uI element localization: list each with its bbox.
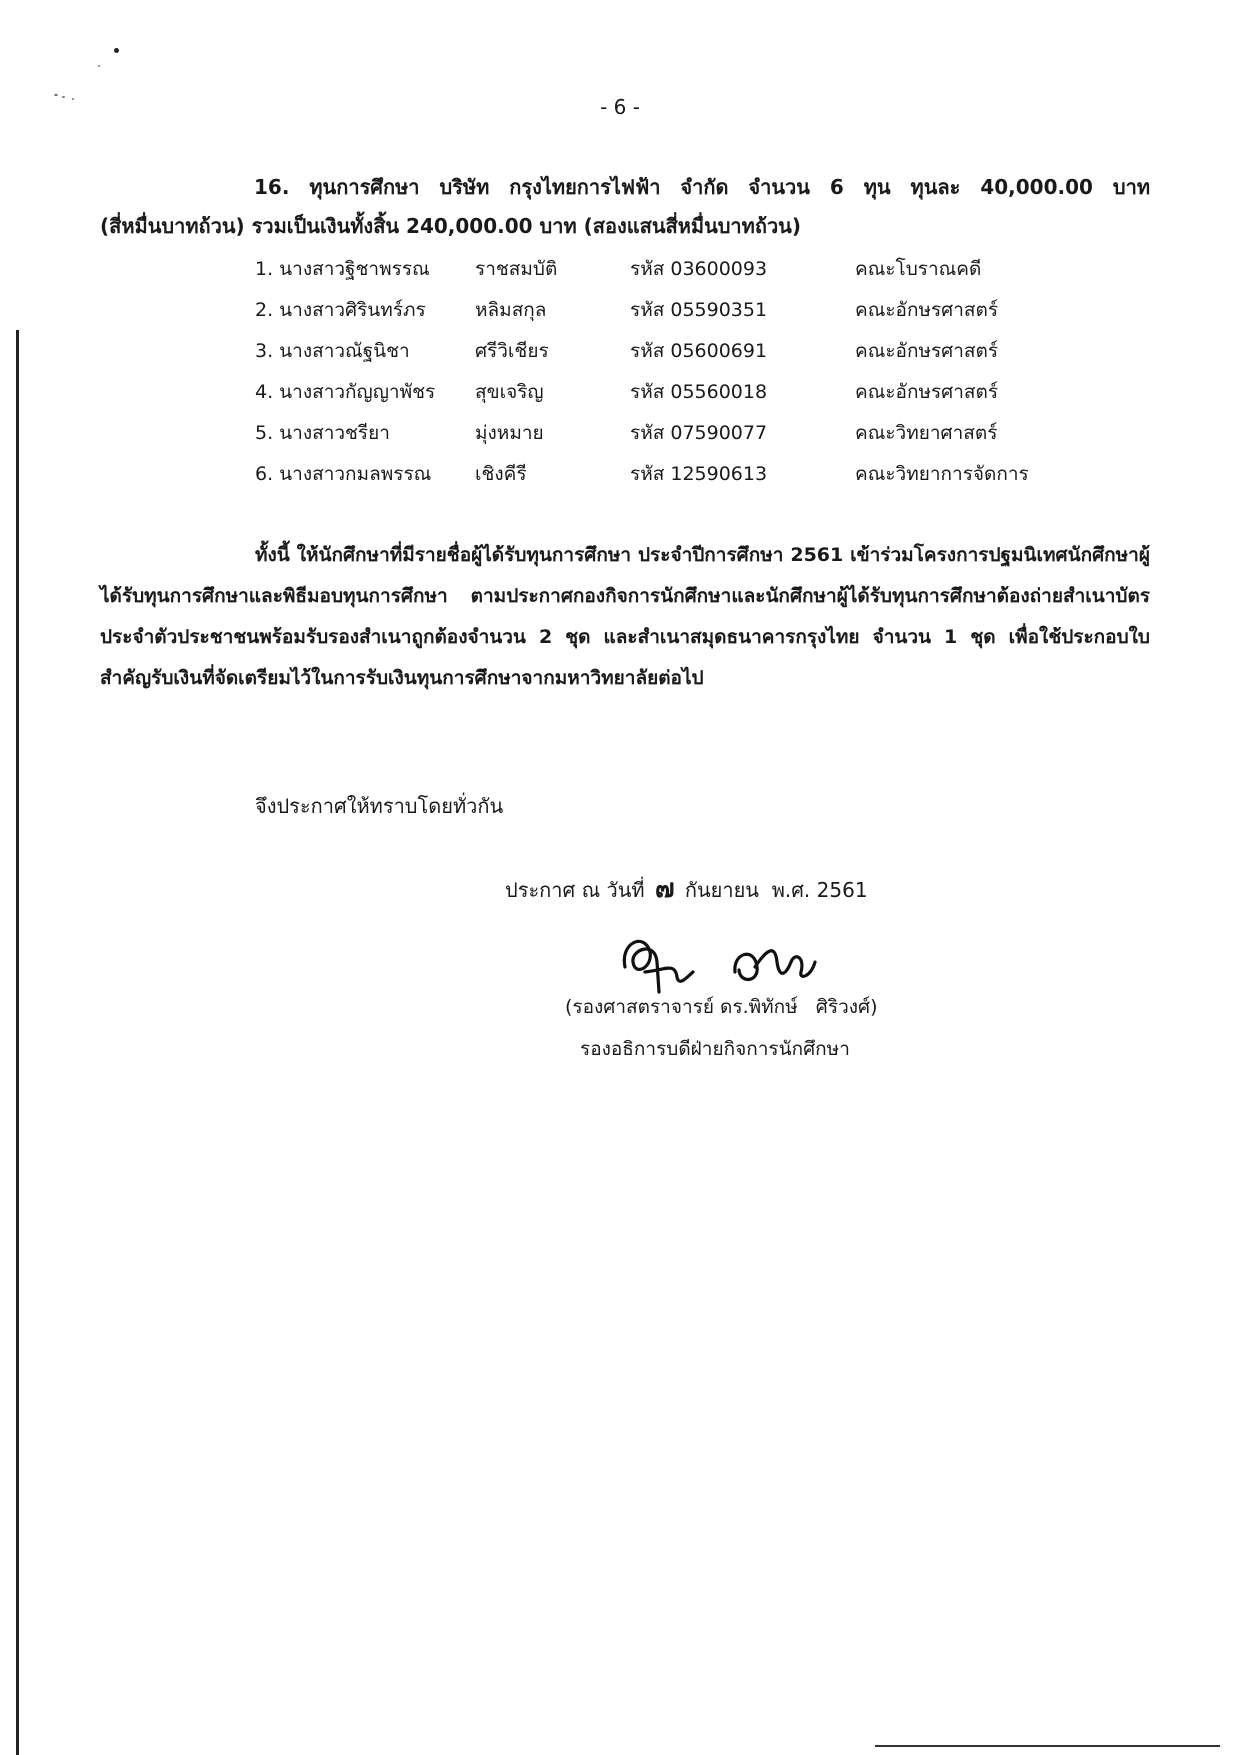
recipient-list	[255, 248, 1075, 494]
closing-statement: จึงประกาศให้ทราบโดยทั่วกัน	[255, 794, 504, 818]
recipient-faculty: คณะอักษรศาสตร์	[855, 298, 999, 321]
recipient-faculty: คณะวิทยาการจัดการ	[855, 462, 1029, 485]
recipient-code: รหัส 05600691	[630, 339, 768, 362]
instructions-paragraph: ทั้งนี้ ให้นักศึกษาที่มีรายชื่อผู้ได้รับทุนการศึกษา ประจำปีการศึกษา 2561 เข้าร่วมโครงการปฐมนิเทศนักศึกษาผู้ได้รับทุนการศึกษาและพิธีมอบทุนการศึกษา ตามประกาศกองกิจการนักศึกษาและนักศึกษาผู้ได้รับทุนการศึกษาต้องถ่ายสำเนาบัตรประจำตัวประชาชนพร้อมรับรองสำเนาถูกต้องจำนวน 2 ชุด และสำเนาสมุดธนาคารกรุงไทย จำนวน 1 ชุด เพื่อใช้ประกอบใบสำคัญรับเงินที่จัดเตรียมไว้ในการรับเงินทุนการศึกษาจากมหาวิทยาลัยต่อไป	[100, 544, 1150, 689]
recipient-surname: เชิงคีรี	[475, 462, 527, 485]
heading-line-1: 16. ทุนการศึกษา บริษัท กรุงไทยการไฟฟ้า จำกัด จำนวน 6 ทุน ทุนละ 40,000.00 บาท	[254, 175, 1150, 199]
recipient-row	[255, 371, 1075, 412]
recipient-code: รหัส 07590077	[630, 421, 768, 444]
recipient-faculty: คณะโบราณคดี	[855, 257, 982, 280]
scan-specks	[50, 45, 140, 115]
handwritten-signature	[615, 922, 835, 1000]
page-number: - 6 -	[600, 95, 640, 119]
recipient-surname: หลิมสกุล	[475, 298, 547, 321]
date-suffix: กันยายน พ.ศ. 2561	[684, 878, 868, 902]
recipient-name: 5. นางสาวชรียา	[255, 421, 390, 444]
recipient-row	[255, 248, 1075, 289]
recipient-code: รหัส 12590613	[630, 462, 768, 485]
recipient-faculty: คณะอักษรศาสตร์	[855, 339, 999, 362]
recipient-code: รหัส 03600093	[630, 257, 768, 280]
recipient-surname: สุขเจริญ	[475, 380, 544, 403]
signer-name: (รองศาสตราจารย์ ดร.พิทักษ์ ศิริวงศ์)	[565, 996, 878, 1018]
scholarship-heading	[100, 168, 1150, 246]
recipient-surname: ศรีวิเชียร	[475, 339, 549, 362]
recipient-name: 2. นางสาวศิรินทร์ภร	[255, 298, 426, 321]
recipient-name: 1. นางสาวฐิชาพรรณ	[255, 257, 430, 280]
recipient-name: 4. นางสาวกัญญาพัชร	[255, 380, 436, 403]
date-day: ๗	[654, 874, 675, 904]
recipient-row	[255, 289, 1075, 330]
recipient-row	[255, 453, 1075, 494]
recipient-faculty: คณะอักษรศาสตร์	[855, 380, 999, 403]
heading-line-2: (สี่หมื่นบาทถ้วน) รวมเป็นเงินทั้งสิ้น 240,000.00 บาท (สองแสนสี่หมื่นบาทถ้วน)	[100, 214, 801, 238]
recipient-code: รหัส 05560018	[630, 380, 768, 403]
recipient-name: 6. นางสาวกมลพรรณ	[255, 462, 432, 485]
recipient-name: 3. นางสาวณัฐนิชา	[255, 339, 410, 362]
recipient-faculty: คณะวิทยาศาสตร์	[855, 421, 998, 444]
scan-bottom-line	[875, 1745, 1220, 1747]
signer-title: รองอธิการบดีฝ่ายกิจการนักศึกษา	[580, 1038, 850, 1060]
recipient-row	[255, 330, 1075, 371]
recipient-surname: ราชสมบัติ	[475, 257, 558, 280]
recipient-row	[255, 412, 1075, 453]
date-prefix: ประกาศ ณ วันที่	[505, 878, 645, 902]
recipient-code: รหัส 05590351	[630, 298, 768, 321]
scan-margin-line	[16, 330, 19, 1755]
announcement-date	[505, 868, 868, 909]
recipient-surname: มุ่งหมาย	[475, 421, 544, 444]
